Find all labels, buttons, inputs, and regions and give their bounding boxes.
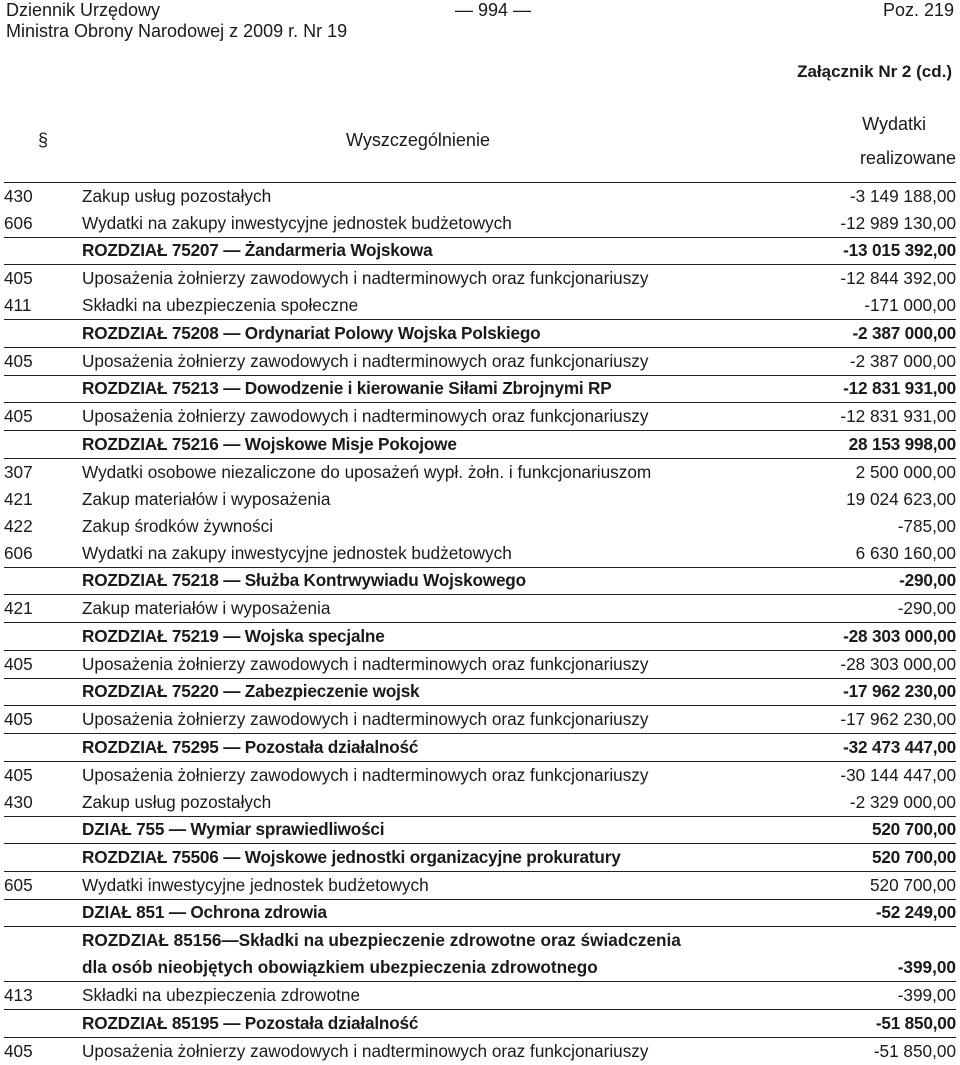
section-title: ROZDZIAŁ 75213 — Dowodzenie i kierowanie Siłami Zbrojnymi RP — [82, 378, 612, 399]
table-row — [4, 706, 956, 734]
table-row — [4, 595, 956, 623]
page-header-left — [6, 0, 347, 42]
section-title: ROZDZIAŁ 85195 — Pozostała działalność — [82, 1012, 419, 1033]
section-row — [4, 927, 956, 982]
table-row — [4, 540, 956, 568]
ministry-line: Ministra Obrony Narodowej z 2009 r. Nr 19 — [6, 21, 348, 41]
paragraph-code: 413 — [4, 985, 33, 1005]
description-header: Wyszczególnienie — [346, 130, 490, 151]
paragraph-code: 606 — [4, 542, 33, 563]
table-row — [4, 761, 956, 789]
section-amount: -32 473 447,00 — [843, 736, 956, 757]
item-amount: -12 831 931,00 — [840, 406, 956, 426]
item-amount: 6 630 160,00 — [855, 542, 956, 563]
section-title: ROZDZIAŁ 75208 — Ordynariat Polowy Wojska Polskiego — [82, 322, 541, 343]
amount-header-top: Wydatki — [862, 113, 926, 134]
item-description: Wydatki inwestycyjne jednostek budżetowych — [82, 874, 429, 895]
table-row — [4, 347, 956, 375]
table-row — [4, 458, 956, 486]
annex-label: Załącznik Nr 2 (cd.) — [797, 62, 952, 81]
item-description: Uposażenia żołnierzy zawodowych i nadterminowych oraz funkcjonariuszy — [82, 653, 649, 674]
table-header — [4, 100, 956, 182]
item-amount: -28 303 000,00 — [840, 653, 956, 674]
section-title: ROZDZIAŁ 75506 — Wojskowe jednostki organizacyjne prokuratury — [82, 846, 621, 867]
section-title-line-2: dla osób nieobjętych obowiązkiem ubezpieczenia zdrowotnego — [82, 957, 598, 977]
expenditure-table — [4, 100, 956, 1065]
section-amount: 520 700,00 — [871, 846, 956, 867]
paragraph-code — [4, 623, 82, 651]
table-body — [4, 182, 956, 1065]
item-amount: -290,00 — [897, 598, 956, 618]
table-row — [4, 210, 956, 238]
item-amount: -785,00 — [897, 515, 956, 536]
section-row — [4, 1010, 956, 1038]
section-row — [4, 678, 956, 706]
section-row — [4, 844, 956, 872]
journal-title: Dziennik Urzędowy — [6, 0, 161, 20]
section-title: ROZDZIAŁ 75218 — Służba Kontrwywiadu Wojskowego — [82, 570, 526, 591]
paragraph-code — [4, 375, 82, 403]
item-description: Uposażenia żołnierzy zawodowych i nadterminowych oraz funkcjonariuszy — [82, 1040, 649, 1061]
item-amount: -12 989 130,00 — [840, 212, 956, 233]
table-row — [4, 292, 956, 320]
page-number: — 994 — — [455, 0, 532, 20]
table-row — [4, 871, 956, 899]
paragraph-code: 605 — [4, 874, 33, 895]
table-row — [4, 265, 956, 293]
item-amount: 520 700,00 — [869, 874, 956, 895]
section-amount: -12 831 931,00 — [843, 378, 956, 399]
item-description: Uposażenia żołnierzy zawodowych i nadterminowych oraz funkcjonariuszy — [82, 709, 649, 729]
item-amount: -3 149 188,00 — [849, 185, 956, 206]
paragraph-code — [4, 1010, 82, 1038]
section-amount: 520 700,00 — [871, 819, 956, 840]
item-description: Uposażenia żołnierzy zawodowych i nadterminowych oraz funkcjonariuszy — [82, 764, 649, 785]
section-title: ROZDZIAŁ 75295 — Pozostała działalność — [82, 736, 419, 757]
paragraph-code: 422 — [4, 515, 33, 536]
paragraph-code — [4, 927, 82, 982]
section-title: DZIAŁ 755 — Wymiar sprawiedliwości — [82, 819, 385, 840]
paragraph-code — [4, 899, 82, 927]
item-description: Zakup materiałów i wyposażenia — [82, 488, 331, 509]
paragraph-code: 307 — [4, 461, 33, 482]
table-row — [4, 182, 956, 210]
section-title — [82, 927, 754, 982]
paragraph-code: 405 — [4, 709, 33, 729]
section-row — [4, 734, 956, 762]
item-description: Uposażenia żołnierzy zawodowych i nadterminowych oraz funkcjonariuszy — [82, 350, 649, 371]
section-row — [4, 623, 956, 651]
section-amount: -13 015 392,00 — [843, 240, 956, 261]
section-row — [4, 431, 956, 459]
amount-header-bottom: realizowane — [859, 147, 956, 168]
item-description: Składki na ubezpieczenia społeczne — [82, 295, 359, 315]
item-amount: -12 844 392,00 — [840, 268, 956, 288]
table-row — [4, 789, 956, 817]
item-amount: -30 144 447,00 — [840, 764, 956, 785]
section-row — [4, 237, 956, 265]
item-amount: 2 500 000,00 — [855, 461, 956, 482]
paragraph-code — [4, 816, 82, 844]
section-row — [4, 567, 956, 595]
item-amount: -2 387 000,00 — [849, 350, 956, 371]
section-title: ROZDZIAŁ 75219 — Wojska specjalne — [82, 625, 385, 646]
section-title: ROZDZIAŁ 75207 — Żandarmeria Wojskowa — [82, 240, 433, 261]
paragraph-code — [4, 320, 82, 348]
item-amount: -17 962 230,00 — [840, 709, 956, 729]
item-amount: -399,00 — [897, 985, 956, 1005]
paragraph-code: 405 — [4, 653, 33, 674]
paragraph-code: 405 — [4, 406, 33, 426]
item-description: Zakup środków żywności — [82, 515, 274, 536]
paragraph-code: 405 — [4, 350, 33, 371]
item-description: Zakup materiałów i wyposażenia — [82, 598, 331, 618]
item-description: Uposażenia żołnierzy zawodowych i nadterminowych oraz funkcjonariuszy — [82, 268, 649, 288]
section-amount: -52 249,00 — [875, 902, 956, 923]
item-description: Wydatki na zakupy inwestycyjne jednostek budżetowych — [82, 212, 512, 233]
paragraph-code: 421 — [4, 488, 33, 509]
table-row — [4, 1037, 956, 1065]
item-description: Zakup usług pozostałych — [82, 791, 272, 812]
paragraph-code: 405 — [4, 764, 33, 785]
item-description: Składki na ubezpieczenia zdrowotne — [82, 985, 361, 1005]
section-row — [4, 899, 956, 927]
section-amount: -290,00 — [899, 570, 956, 591]
item-amount: -171 000,00 — [864, 295, 956, 315]
paragraph-code — [4, 431, 82, 459]
paragraph-code — [4, 734, 82, 762]
section-title: DZIAŁ 851 — Ochrona zdrowia — [82, 902, 327, 923]
section-title-line-1: ROZDZIAŁ 85156—Składki na ubezpieczenie zdrowotne oraz świadczenia — [82, 930, 681, 950]
table-row — [4, 486, 956, 513]
paragraph-code — [4, 567, 82, 595]
item-amount: -51 850,00 — [873, 1040, 956, 1061]
section-row — [4, 375, 956, 403]
item-description: Zakup usług pozostałych — [82, 185, 272, 206]
position-number: Poz. 219 — [882, 0, 954, 20]
table-row — [4, 982, 956, 1010]
amount-header — [754, 100, 956, 182]
section-row — [4, 816, 956, 844]
paragraph-code: 411 — [4, 295, 32, 315]
section-title: ROZDZIAŁ 75220 — Zabezpieczenie wojsk — [82, 681, 420, 702]
section-row — [4, 320, 956, 348]
section-amount: -399,00 — [897, 957, 956, 977]
item-description: Wydatki osobowe niezaliczone do uposażeń wypł. żołn. i funkcjonariuszom — [82, 461, 652, 482]
table-row — [4, 513, 956, 540]
section-amount: -51 850,00 — [875, 1012, 956, 1033]
section-amount: -17 962 230,00 — [843, 681, 956, 702]
table-row — [4, 650, 956, 678]
item-amount: 19 024 623,00 — [846, 488, 956, 509]
paragraph-header: § — [37, 130, 48, 151]
section-title: ROZDZIAŁ 75216 — Wojskowe Misje Pokojowe — [82, 433, 457, 454]
item-description: Uposażenia żołnierzy zawodowych i nadterminowych oraz funkcjonariuszy — [82, 406, 649, 426]
item-description: Wydatki na zakupy inwestycyjne jednostek budżetowych — [82, 542, 512, 563]
paragraph-code: 421 — [4, 598, 33, 618]
paragraph-code: 606 — [4, 212, 33, 233]
section-amount: 28 153 998,00 — [848, 433, 956, 454]
paragraph-code: 430 — [4, 185, 33, 206]
paragraph-code: 405 — [4, 268, 33, 288]
paragraph-code: 405 — [4, 1040, 33, 1061]
item-amount: -2 329 000,00 — [849, 791, 956, 812]
paragraph-code — [4, 237, 82, 265]
table-row — [4, 403, 956, 431]
section-amount: -28 303 000,00 — [843, 625, 956, 646]
section-amount: -2 387 000,00 — [852, 322, 956, 343]
paragraph-code: 430 — [4, 791, 33, 812]
paragraph-code — [4, 844, 82, 872]
paragraph-code — [4, 678, 82, 706]
